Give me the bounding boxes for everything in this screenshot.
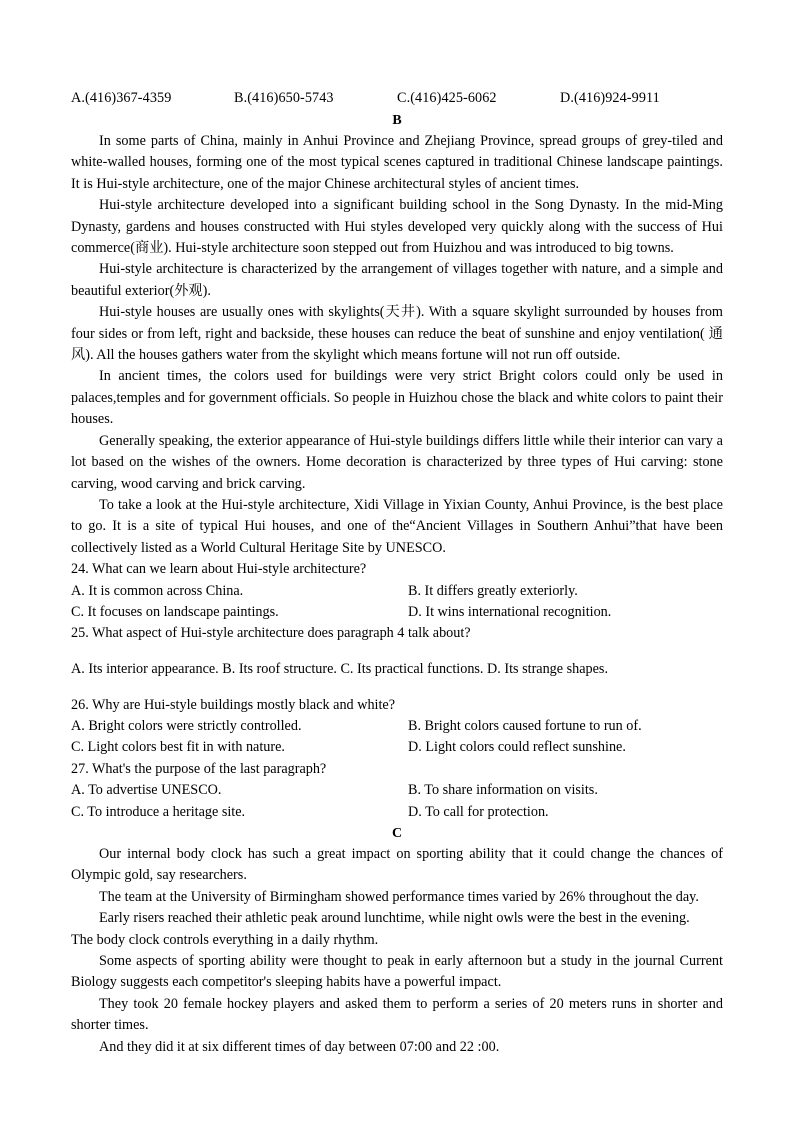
passage-c-paragraph-2: The team at the University of Birmingham showed performance times varied by 26% throughout the day. <box>99 888 699 905</box>
phone-option-d: D.(416)924-9911 <box>560 90 660 106</box>
question-27-option-b[interactable]: B. To share information on visits. <box>408 782 598 799</box>
question-24-options-row-1 <box>71 581 723 602</box>
question-24-option-d[interactable]: D. It wins international recognition. <box>408 603 612 620</box>
question-26-options-row-2 <box>71 737 723 758</box>
question-24-stem: 24. What can we learn about Hui-style architecture? <box>71 561 367 578</box>
question-27-stem: 27. What's the purpose of the last paragraph? <box>71 760 327 777</box>
passage-b-paragraph-2: Hui-style architecture developed into a significant building school in the Song Dynasty. In the mid-Ming Dynasty, gardens and houses constructed with Hui styles developed very quickly along with the success of Hui commerce(商业). Hui-style architecture soon stepped out from Huizhou and was introduced to big towns. <box>71 197 723 257</box>
question-26-stem: 26. Why are Hui-style buildings mostly black and white? <box>71 696 396 713</box>
phone-option-a: A.(416)367-4359 <box>71 90 172 106</box>
passage-c-paragraph-7: And they did it at six different times of day between 07:00 and 22 :00. <box>99 1038 500 1055</box>
question-27-options-row-1 <box>71 780 723 801</box>
question-26-option-d[interactable]: D. Light colors could reflect sunshine. <box>408 739 626 756</box>
question-26-option-c[interactable]: C. Light colors best fit in with nature. <box>71 739 285 756</box>
passage-c-paragraph-5: Some aspects of sporting ability were thought to peak in early afternoon but a study in the journal Current Biology suggests each competitor's sleeping habits have a powerful impact. <box>71 953 723 991</box>
question-24-option-a[interactable]: A. It is common across China. <box>71 582 244 599</box>
question-27-option-d[interactable]: D. To call for protection. <box>408 803 549 820</box>
question-26-option-b[interactable]: B. Bright colors caused fortune to run of. <box>408 717 642 734</box>
passage-c-paragraph-4: The body clock controls everything in a daily rhythm. <box>71 931 379 948</box>
question-27-option-c[interactable]: C. To introduce a heritage site. <box>71 803 246 820</box>
section-letter-b: B <box>392 113 402 128</box>
question-26-option-a[interactable]: A. Bright colors were strictly controlled. <box>71 717 302 734</box>
passage-b-paragraph-6: Generally speaking, the exterior appearance of Hui-style buildings differs little while their interior can vary a lot based on the wishes of the owners. Home decoration is characterized by three types of Hui carving: stone carving, wood carving and brick carving. <box>71 432 723 492</box>
question-27-options-row-2 <box>71 802 723 823</box>
passage-c-paragraph-3: Early risers reached their athletic peak around lunchtime, while night owls were the best in the evening. <box>99 910 690 927</box>
question-24-option-b[interactable]: B. It differs greatly exteriorly. <box>408 582 578 599</box>
passage-c-paragraph-1: Our internal body clock has such a great impact on sporting ability that it could change the chances of Olympic gold, say researchers. <box>71 845 723 884</box>
passage-b-paragraph-3: Hui-style architecture is characterized by the arrangement of villages together with nature, and a simple and beautiful exterior(外观). <box>71 261 723 299</box>
section-letter-c: C <box>391 825 403 841</box>
passage-b-paragraph-4: Hui-style houses are usually ones with skylights(天井). With a square skylight surrounded by houses from four sides or from left, right and backside, these houses can reduce the beat of sunshine and enjoy ventilation( 通风). All the houses gathers water from the skylight which means fortune will not run off outside. <box>71 304 723 364</box>
question-25-stem: 25. What aspect of Hui-style architecture does paragraph 4 talk about? <box>71 625 471 642</box>
passage-b-paragraph-7: To take a look at the Hui-style architecture, Xidi Village in Yixian County, Anhui Province, is the best place to go. It is a site of typical Hui houses, and one of the“Ancient Villages in Southern Anhui”that have been collectively listed as a World Cultural Heritage Site by UNESCO. <box>71 496 723 556</box>
question-24-options-row-2 <box>71 602 723 623</box>
passage-b-paragraph-1: In some parts of China, mainly in Anhui Province and Zhejiang Province, spread groups of grey-tiled and white-walled houses, forming one of the most typical scenes captured in traditional Chinese landscape paintings. It is Hui-style architecture, one of the major Chinese architectural styles of ancient times. <box>71 133 723 192</box>
question-27-option-a[interactable]: A. To advertise UNESCO. <box>71 782 222 799</box>
question-25-options-inline[interactable]: A. Its interior appearance. B. Its roof structure. C. Its practical functions. D. Its strange shapes. <box>71 660 608 677</box>
phone-option-c: C.(416)425-6062 <box>397 90 497 106</box>
question-26-options-row-1 <box>71 716 723 737</box>
phone-option-row <box>71 88 723 108</box>
phone-option-b: B.(416)650-5743 <box>234 90 334 106</box>
question-24-option-c[interactable]: C. It focuses on landscape paintings. <box>71 603 279 620</box>
passage-b-paragraph-5: In ancient times, the colors used for buildings were very strict Bright colors could only be used in palaces,temples and for government officials. So people in Huizhou chose the black and white colors to paint their houses. <box>71 368 723 428</box>
passage-c-paragraph-6: They took 20 female hockey players and asked them to perform a series of 20 meters runs in shorter and shorter times. <box>71 995 723 1034</box>
